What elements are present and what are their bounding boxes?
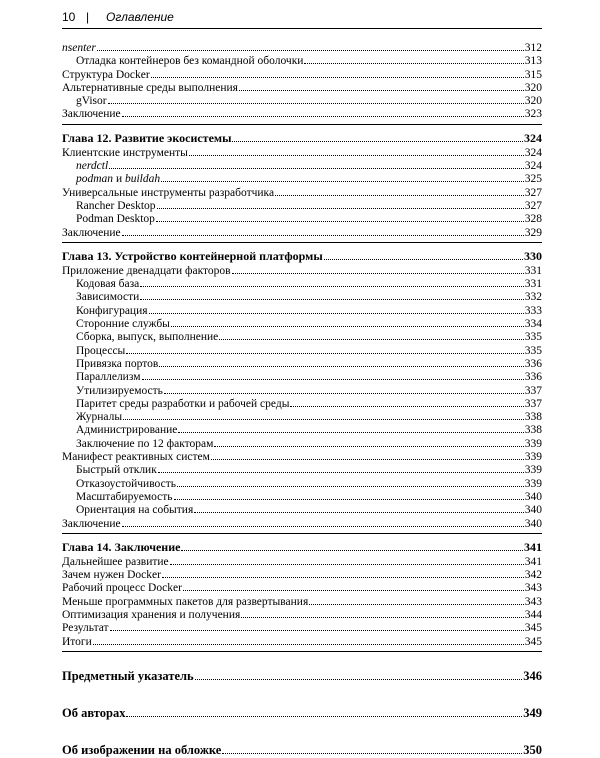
toc-entry[interactable] [62,450,542,463]
toc-entry-label: Об изображении на обложке [62,742,222,757]
dot-leader [140,277,523,287]
toc-entry-page: 345 [524,635,542,648]
dot-leader [122,517,524,527]
toc-entry-label: Оптимизация хранения и получения [62,608,241,621]
chapter-heading[interactable] [62,248,542,264]
dot-leader [181,541,523,551]
toc-entry[interactable] [62,555,542,568]
dot-leader [324,250,523,260]
dot-leader [122,107,524,117]
toc-entry-label: Сторонние службы [76,318,170,331]
dot-leader [158,463,524,473]
toc-entry-label: Дальнейшее развитие [62,555,169,568]
toc-entry-label: Глава 12. Развитие экосистемы [62,130,232,145]
dot-leader [97,41,524,51]
toc-entry-page: 344 [524,608,542,621]
toc-entry-page: 327 [524,186,542,199]
dot-leader [156,212,524,222]
toc-entry-label: Параллелизм [76,371,141,384]
toc-entry-page: 323 [524,108,542,121]
toc-entry-label: Результат [62,622,109,635]
toc-entry[interactable] [62,437,542,450]
dot-leader [219,330,523,340]
toc-entry-label: Об авторах [62,705,126,720]
toc-entry-label: Зачем нужен Docker [62,569,161,582]
toc-entry[interactable] [62,317,542,330]
toc-entry[interactable] [62,477,542,490]
dot-leader [142,370,524,380]
dot-leader [195,670,523,680]
dot-leader [174,490,524,500]
dot-leader [239,81,524,91]
dot-leader [171,317,524,327]
toc-entry-page: 343 [524,582,542,595]
page-number: 10 [62,10,76,24]
toc-pre-section [62,41,542,121]
header-title: Оглавление [106,10,174,24]
toc-entry[interactable] [62,595,542,608]
dot-leader [151,68,524,78]
toc-entry-page: 340 [524,517,542,530]
toc-entry-label: Rancher Desktop [76,199,156,212]
toc-entry-label-part: и [113,173,125,186]
toc-entry-label: nsenter [62,42,96,54]
toc-entry-label: Сборка, выпуск, выполнение [76,331,219,344]
dot-leader [140,290,523,300]
toc-entry[interactable] [62,186,542,199]
toc-entry-page: 327 [524,199,542,212]
toc-entry[interactable] [62,54,542,67]
back-matter-entry[interactable] [62,705,542,721]
toc-entry-label: Привязка портов [76,357,159,370]
dot-leader [108,94,524,104]
chapter-heading[interactable] [62,130,542,146]
toc-entry-page: 338 [524,411,542,424]
dot-leader [189,146,524,156]
toc-entry-page: 332 [524,291,542,304]
dot-leader [161,172,524,182]
header-separator: | [86,10,90,24]
toc-entry-page: 313 [524,55,542,68]
toc-entry-page: 320 [524,95,542,108]
toc-entry[interactable] [62,226,542,239]
toc-entry-label: Итоги [62,635,92,648]
toc-entry-page: 339 [524,451,542,464]
toc-entry[interactable] [62,621,542,634]
toc-entry-label: Меньше программных пакетов для развертывания [62,595,309,608]
toc-entry-page: 334 [524,318,542,331]
toc-entry-label: Структура Docker [62,68,150,81]
toc-entry[interactable] [62,517,542,530]
toc-entry-label [76,173,160,186]
back-matter-section [62,652,542,758]
toc-entry-page: 341 [524,539,542,554]
dot-leader [126,344,523,354]
toc-entry-label: Отладка контейнеров без командной оболочки [76,55,304,68]
toc-entry-label: Глава 14. Заключение [62,539,181,554]
toc-entry-page: 333 [524,304,542,317]
toc-entry[interactable] [62,568,542,581]
toc-entry[interactable] [62,410,542,423]
toc-entry-page: 346 [523,668,542,683]
dot-leader [275,186,524,196]
dot-leader [164,384,524,394]
toc-entry[interactable] [62,68,542,81]
dot-leader [157,199,524,209]
toc-entry[interactable] [62,608,542,621]
dot-leader [93,635,524,645]
toc-entry-page: 315 [524,68,542,81]
toc-entry-label: gVisor [76,95,107,108]
chapter-12-section [62,125,542,239]
toc-entry-label: Администрирование [76,424,178,437]
dot-leader [304,54,523,64]
toc-entry-page: 350 [523,742,542,757]
toc-entry[interactable] [62,172,542,185]
toc-entry[interactable] [62,490,542,503]
toc-entry-page: 337 [524,397,542,410]
dot-leader [122,226,524,236]
toc-entry[interactable] [62,581,542,594]
toc-entry-label: Заключение [62,226,121,239]
toc-entry-page: 324 [524,160,542,173]
toc-entry-page: 335 [524,344,542,357]
toc-entry-page: 341 [524,555,542,568]
toc-entry-page: 320 [524,81,542,94]
toc-entry-label: Кодовая база [76,278,140,291]
toc-entry[interactable] [62,397,542,410]
dot-leader [183,581,524,591]
toc-entry-label: Паритет среды разработки и рабочей среды [76,397,290,410]
back-matter-entry[interactable] [62,668,542,684]
dot-leader [211,450,524,460]
toc-entry-label: Журналы [76,411,123,424]
toc-entry-label: Процессы [76,344,126,357]
page-header [62,9,542,29]
toc-entry-label: Манифест реактивных систем [62,451,210,464]
toc-entry-label: nerdctl [76,160,109,173]
toc-entry[interactable] [62,635,542,648]
toc-entry[interactable] [62,304,542,317]
toc-entry-page: 343 [524,595,542,608]
toc-entry-label: Масштабируемость [76,490,173,503]
toc-entry[interactable] [62,94,542,107]
chapter-heading[interactable] [62,539,542,555]
toc-entry[interactable] [62,277,542,290]
toc-entry-page: 340 [524,504,542,517]
dot-leader [290,397,523,407]
toc-entry[interactable] [62,330,542,343]
toc-entry-label: Отказоустойчивость [76,477,176,490]
toc-entry-page: 349 [523,705,542,720]
dot-leader [214,437,523,447]
toc-entry-label: Универсальные инструменты разработчика [62,186,275,199]
dot-leader [232,264,524,274]
dot-leader [126,707,522,717]
toc-entry-page: 345 [524,622,542,635]
dot-leader [178,423,523,433]
dot-leader [177,477,524,487]
toc-entry-page: 337 [524,384,542,397]
toc-entry-label: Зависимости [76,291,140,304]
dot-leader [149,304,524,314]
toc-entry-page: 331 [524,264,542,277]
dot-leader [309,595,524,605]
toc-entry-label: Рабочий процесс Docker [62,582,182,595]
toc-entry[interactable] [62,41,542,54]
toc-entry[interactable] [62,199,542,212]
toc-entry-label: Ориентация на события [76,504,194,517]
toc-entry-label: Podman Desktop [76,213,155,226]
toc-entry-label: Предметный указатель [62,668,194,683]
toc-entry[interactable] [62,212,542,225]
dot-leader [170,555,524,565]
table-of-contents [62,41,542,758]
toc-entry[interactable] [62,344,542,357]
toc-entry-page: 338 [524,424,542,437]
toc-entry[interactable] [62,81,542,94]
dot-leader [194,503,524,513]
dot-leader [110,621,524,631]
toc-entry-label: Клиентские инструменты [62,146,188,159]
toc-entry[interactable] [62,503,542,516]
toc-entry-page: 339 [524,437,542,450]
toc-entry[interactable] [62,370,542,383]
toc-entry[interactable] [62,264,542,277]
toc-entry-label-part: buildah [124,173,161,186]
toc-entry-page: 312 [524,42,542,54]
dot-leader [162,568,524,578]
toc-entry-label-part: podman [76,173,114,186]
chapter-14-section [62,534,542,648]
toc-entry[interactable] [62,463,542,476]
toc-entry[interactable] [62,146,542,159]
toc-entry-label: Конфигурация [76,304,148,317]
toc-entry-page: 342 [524,569,542,582]
toc-entry-page: 339 [524,477,542,490]
toc-entry-page: 328 [524,213,542,226]
toc-entry-label: Альтернативные среды выполнения [62,81,238,94]
toc-entry[interactable] [62,290,542,303]
toc-entry-label: Быстрый отклик [76,464,157,477]
toc-entry[interactable] [62,357,542,370]
toc-entry-label: Глава 13. Устройство контейнерной платформы [62,248,323,263]
toc-entry-page: 331 [524,278,542,291]
dot-leader [232,132,523,142]
toc-entry-page: 340 [524,490,542,503]
toc-entry-page: 339 [524,464,542,477]
toc-entry[interactable] [62,159,542,172]
toc-entry-label: Заключение [62,108,121,121]
toc-entry-page: 329 [524,226,542,239]
dot-leader [159,357,523,367]
dot-leader [123,410,524,420]
toc-entry-label: Заключение по 12 факторам [76,437,214,450]
dot-leader [109,159,524,169]
toc-entry-page: 336 [524,357,542,370]
toc-entry[interactable] [62,107,542,120]
toc-entry-label: Заключение [62,517,121,530]
toc-entry[interactable] [62,384,542,397]
toc-entry-label: Приложение двенадцати факторов [62,264,231,277]
toc-entry-page: 325 [524,173,542,186]
dot-leader [222,744,522,754]
chapter-13-section [62,243,542,530]
toc-entry-label: Утилизируемость [76,384,163,397]
dot-leader [241,608,523,618]
toc-entry-page: 330 [524,248,542,263]
toc-entry[interactable] [62,423,542,436]
toc-entry-page: 336 [524,371,542,384]
toc-entry-page: 324 [524,130,542,145]
toc-entry-page: 335 [524,331,542,344]
toc-entry-page: 324 [524,146,542,159]
